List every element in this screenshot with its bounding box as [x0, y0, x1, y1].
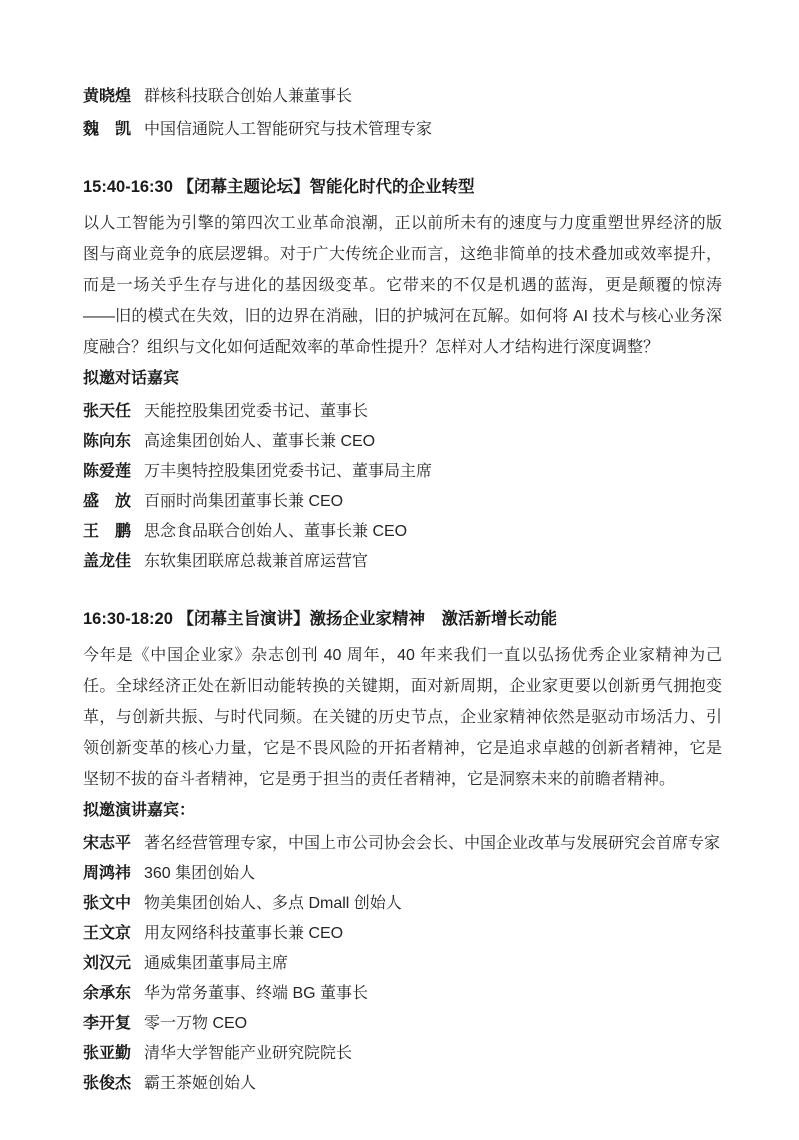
guest-row	[83, 401, 722, 422]
session-heading: 15:40-16:30 【闭幕主题论坛】智能化时代的企业转型	[83, 178, 475, 196]
guest-title: 360 集团创始人	[144, 865, 256, 882]
guest-row	[83, 863, 722, 884]
guest-name: 王文京	[83, 925, 132, 942]
guest-row	[83, 491, 722, 512]
invited-speaker-list	[83, 833, 722, 1094]
guest-row	[83, 551, 722, 572]
guest-name: 宋志平	[83, 835, 132, 852]
guest-title: 中国信通院人工智能研究与技术管理专家	[144, 121, 433, 138]
guest-title: 高途集团创始人、董事长兼 CEO	[144, 433, 376, 450]
session-description: 以人工智能为引擎的第四次工业革命浪潮，正以前所未有的速度与力度重塑世界经济的版图与商业竞争的底层逻辑。对于广大传统企业而言，这绝非简单的技术叠加或效率提升，而是一场关乎生存与进化的基因级变革。它带来的不仅是机遇的蓝海，更是颠覆的惊涛——旧的模式在失效，旧的边界在消融，旧的护城河在瓦解。如何将 AI 技术与核心业务深度融合？组织与文化如何适配效率的革命性提升？怎样对人才结构进行深度调整？	[83, 215, 722, 356]
guest-row	[83, 1073, 722, 1094]
session-closing-forum	[83, 176, 722, 572]
guest-row	[83, 521, 722, 542]
guest-title: 霸王茶姬创始人	[144, 1075, 257, 1092]
guest-row	[83, 953, 722, 974]
guest-name: 张俊杰	[83, 1075, 132, 1092]
guest-name: 张文中	[83, 895, 132, 912]
guest-name: 王 鹏	[83, 523, 132, 540]
guest-title: 东软集团联席总裁兼首席运营官	[144, 553, 369, 570]
guest-row	[83, 119, 722, 140]
guest-title: 物美集团创始人、多点 Dmall 创始人	[144, 895, 402, 912]
invited-guests-label: 拟邀对话嘉宾	[83, 370, 180, 387]
guest-name: 李开复	[83, 1015, 132, 1032]
guest-name: 盖龙佳	[83, 553, 132, 570]
guest-row	[83, 86, 722, 107]
session-heading: 16:30-18:20 【闭幕主旨演讲】激扬企业家精神 激活新增长动能	[83, 610, 557, 628]
guest-title: 著名经营管理专家，中国上市公司协会会长、中国企业改革与发展研究会首席专家	[144, 835, 721, 852]
guest-row	[83, 461, 722, 482]
guest-name: 余承东	[83, 985, 132, 1002]
guest-name: 陈爱莲	[83, 463, 132, 480]
guest-title: 通威集团董事局主席	[144, 955, 289, 972]
guest-name: 周鸿祎	[83, 865, 132, 882]
guest-name: 陈向东	[83, 433, 132, 450]
guest-title: 百丽时尚集团董事长兼 CEO	[144, 493, 344, 510]
session-closing-keynote	[83, 608, 722, 1094]
guest-title: 万丰奥特控股集团党委书记、董事局主席	[144, 463, 433, 480]
guest-row	[83, 983, 722, 1004]
guest-title: 清华大学智能产业研究院院长	[144, 1045, 353, 1062]
invited-speakers-label: 拟邀演讲嘉宾：	[83, 802, 196, 819]
guest-title: 零一万物 CEO	[144, 1015, 248, 1032]
guest-name: 黄晓煌	[83, 88, 132, 105]
guest-name: 张亚勤	[83, 1045, 132, 1062]
invited-guest-list	[83, 401, 722, 572]
guest-name: 张天任	[83, 403, 132, 420]
guest-row	[83, 893, 722, 914]
guest-title: 用友网络科技董事长兼 CEO	[144, 925, 344, 942]
guest-title: 天能控股集团党委书记、董事长	[144, 403, 369, 420]
guest-row	[83, 431, 722, 452]
guest-title: 群核科技联合创始人兼董事长	[144, 88, 353, 105]
continued-guest-list	[83, 86, 722, 140]
guest-name: 刘汉元	[83, 955, 132, 972]
guest-row	[83, 1013, 722, 1034]
guest-row	[83, 923, 722, 944]
guest-title: 思念食品联合创始人、董事长兼 CEO	[144, 523, 408, 540]
guest-title: 华为常务董事、终端 BG 董事长	[144, 985, 369, 1002]
guest-name: 盛 放	[83, 493, 132, 510]
guest-name: 魏 凯	[83, 121, 132, 138]
guest-row	[83, 833, 722, 854]
session-description: 今年是《中国企业家》杂志创刊 40 周年，40 年来我们一直以弘扬优秀企业家精神为己任。全球经济正处在新旧动能转换的关键期，面对新周期，企业家更要以创新勇气拥抱变革，与创新共振、与时代同频。在关键的历史节点，企业家精神依然是驱动市场活力、引领创新变革的核心力量，它是不畏风险的开拓者精神，它是追求卓越的创新者精神，它是坚韧不拔的奋斗者精神，它是勇于担当的责任者精神，它是洞察未来的前瞻者精神。	[83, 647, 722, 788]
guest-row	[83, 1043, 722, 1064]
